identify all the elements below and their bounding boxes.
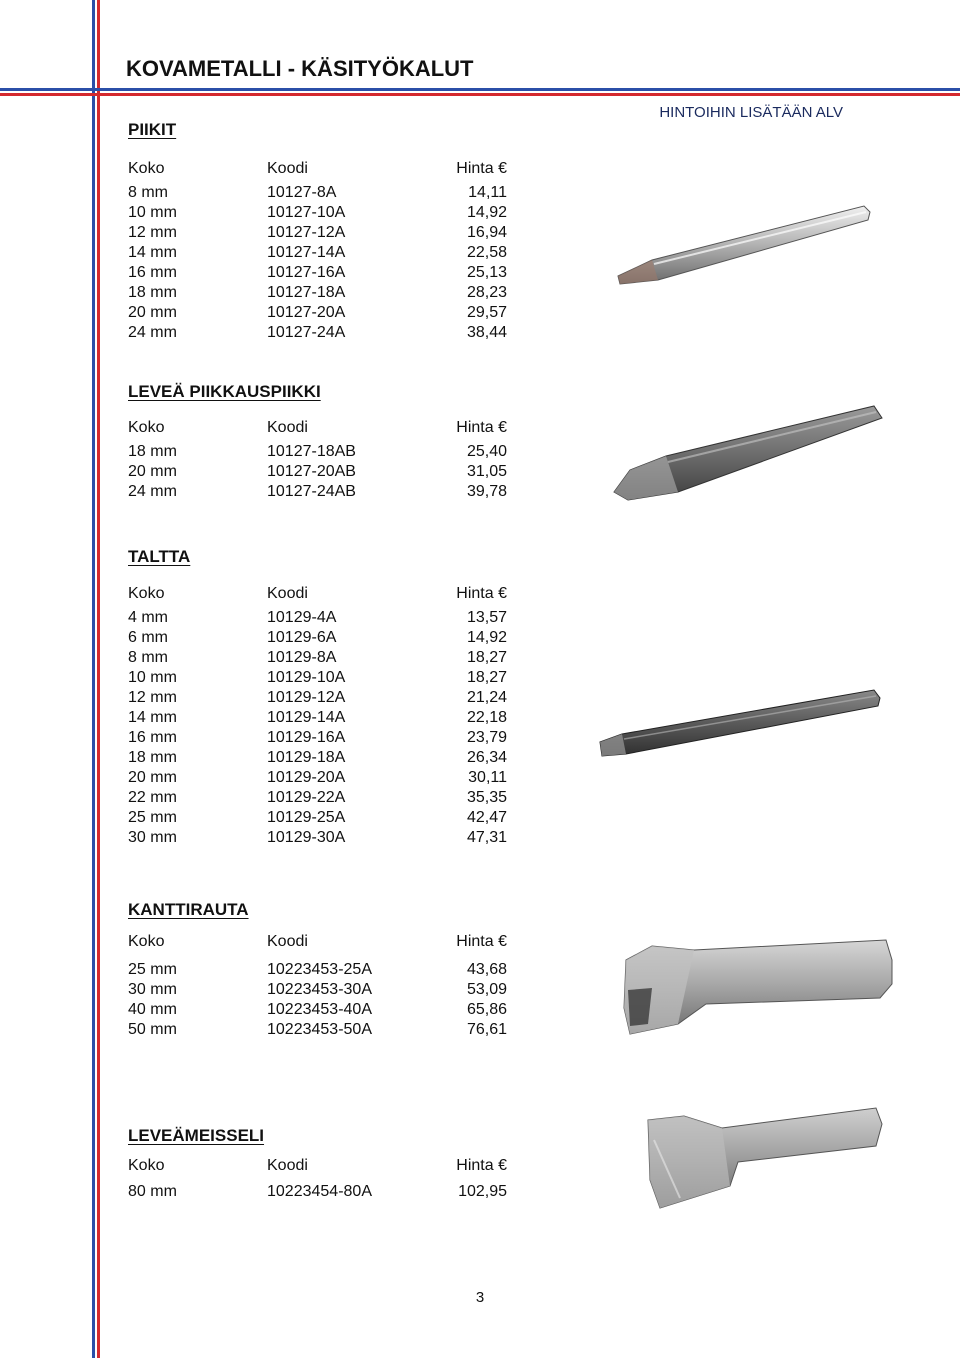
price-cell: 14,11 [468,184,507,201]
size-cell: 22 mm [128,789,177,806]
edge-chisel-icon [618,926,898,1040]
size-cell: 10 mm [128,204,177,221]
wide-chisel-icon [640,1100,886,1212]
code-cell: 10127-20AB [267,463,356,480]
page-title: KOVAMETALLI - KÄSITYÖKALUT [126,56,474,81]
size-cell: 24 mm [128,324,177,341]
code-cell: 10127-12A [267,224,346,241]
header-price: Hinta € [456,419,507,436]
table-body [128,442,518,502]
table-row [128,788,518,808]
code-cell: 10129-30A [267,829,346,846]
code-cell: 10129-4A [267,609,337,626]
code-cell: 10129-8A [267,649,337,666]
code-cell: 10223453-40A [267,1001,372,1018]
table-row [128,828,518,848]
code-cell: 10129-12A [267,689,346,706]
table-row [128,323,518,343]
size-cell: 50 mm [128,1021,177,1038]
code-cell: 10129-10A [267,669,346,686]
size-cell: 18 mm [128,443,177,460]
code-cell: 10127-16A [267,264,346,281]
table-header [128,1156,518,1176]
code-cell: 10129-6A [267,629,337,646]
price-cell: 25,40 [466,443,507,460]
code-cell: 10223453-50A [267,1021,372,1038]
header-code: Koodi [267,1157,308,1174]
size-cell: 12 mm [128,689,177,706]
size-cell: 30 mm [128,981,177,998]
price-cell: 18,27 [466,669,507,686]
price-cell: 21,24 [466,689,507,706]
section-taltta [128,545,518,848]
price-cell: 47,31 [466,829,507,846]
header-price: Hinta € [456,1157,507,1174]
table-row [128,980,518,1000]
page-number: 3 [475,1289,485,1306]
header-code: Koodi [267,933,308,950]
pointed-chisel-icon [612,198,880,294]
section-levea-piikkauspiikki [128,380,518,502]
section-leveameisseli [128,1124,518,1202]
size-cell: 25 mm [128,961,177,978]
code-cell: 10127-24A [267,324,346,341]
price-cell: 29,57 [466,304,507,321]
size-cell: 8 mm [128,649,168,666]
vat-note: HINTOIHIN LISÄTÄÄN ALV [659,104,843,121]
size-cell: 14 mm [128,709,177,726]
code-cell: 10129-22A [267,789,346,806]
table-row [128,462,518,482]
code-cell: 10127-18A [267,284,346,301]
code-cell: 10223454-80A [267,1183,372,1200]
size-cell: 14 mm [128,244,177,261]
section-kanttirauta [128,898,518,1040]
table-body [128,1182,518,1202]
header-price: Hinta € [456,160,507,177]
price-cell: 26,34 [466,749,507,766]
table-row [128,223,518,243]
price-cell: 43,68 [466,961,507,978]
size-cell: 20 mm [128,769,177,786]
code-cell: 10223453-30A [267,981,372,998]
size-cell: 18 mm [128,749,177,766]
table-row [128,283,518,303]
table-row [128,442,518,462]
price-cell: 22,58 [466,244,507,261]
size-cell: 8 mm [128,184,168,201]
size-cell: 30 mm [128,829,177,846]
code-cell: 10127-10A [267,204,346,221]
code-cell: 10127-24AB [267,483,356,500]
code-cell: 10129-20A [267,769,346,786]
price-cell: 76,61 [466,1021,507,1038]
table-header [128,159,518,179]
header-size: Koko [128,1157,165,1174]
table-row [128,708,518,728]
price-cell: 14,92 [466,629,507,646]
size-cell: 24 mm [128,483,177,500]
frame-line-top-red [0,93,960,96]
code-cell: 10127-8A [267,184,337,201]
table-row [128,768,518,788]
table-row [128,1000,518,1020]
price-cell: 25,13 [466,264,507,281]
size-cell: 16 mm [128,264,177,281]
table-row [128,1020,518,1040]
table-row [128,628,518,648]
frame-line-top-blue [0,88,960,91]
header-price: Hinta € [456,585,507,602]
code-cell: 10127-14A [267,244,346,261]
table-header [128,932,518,952]
code-cell: 10129-16A [267,729,346,746]
price-cell: 102,95 [458,1183,507,1200]
price-cell: 28,23 [466,284,507,301]
table-header [128,418,518,438]
price-cell: 16,94 [466,224,507,241]
table-row [128,960,518,980]
table-row [128,203,518,223]
size-cell: 16 mm [128,729,177,746]
size-cell: 6 mm [128,629,168,646]
size-cell: 40 mm [128,1001,177,1018]
table-row [128,808,518,828]
price-cell: 23,79 [466,729,507,746]
price-cell: 35,35 [466,789,507,806]
price-cell: 18,27 [466,649,507,666]
header-price: Hinta € [456,933,507,950]
flat-chisel-icon [594,684,884,760]
table-row [128,748,518,768]
size-cell: 4 mm [128,609,168,626]
code-cell: 10129-25A [267,809,346,826]
table-body [128,960,518,1040]
price-cell: 31,05 [466,463,507,480]
code-cell: 10127-18AB [267,443,356,460]
table-header [128,584,518,604]
table-body [128,183,518,343]
table-row [128,668,518,688]
size-cell: 18 mm [128,284,177,301]
header-code: Koodi [267,160,308,177]
price-cell: 53,09 [466,981,507,998]
wide-point-chisel-icon [604,400,886,502]
header-size: Koko [128,933,165,950]
size-cell: 12 mm [128,224,177,241]
table-row [128,243,518,263]
price-cell: 22,18 [466,709,507,726]
table-row [128,263,518,283]
size-cell: 25 mm [128,809,177,826]
table-row [128,303,518,323]
price-cell: 30,11 [468,769,507,786]
table-row [128,688,518,708]
header-size: Koko [128,160,165,177]
price-cell: 38,44 [466,324,507,341]
section-title: LEVEÄ PIIKKAUSPIIKKI [128,382,321,401]
table-row [128,482,518,502]
size-cell: 10 mm [128,669,177,686]
size-cell: 20 mm [128,463,177,480]
section-title: PIIKIT [128,120,177,139]
header-size: Koko [128,419,165,436]
price-cell: 65,86 [466,1001,507,1018]
header-code: Koodi [267,585,308,602]
header-size: Koko [128,585,165,602]
frame-line-left-red [97,0,100,1358]
code-cell: 10127-20A [267,304,346,321]
section-title: TALTTA [128,547,191,566]
section-title: LEVEÄMEISSELI [128,1126,265,1145]
table-row [128,728,518,748]
section-title: KANTTIRAUTA [128,900,249,919]
table-body [128,608,518,848]
code-cell: 10129-14A [267,709,346,726]
size-cell: 20 mm [128,304,177,321]
table-row [128,183,518,203]
header-code: Koodi [267,419,308,436]
price-cell: 42,47 [466,809,507,826]
price-cell: 14,92 [466,204,507,221]
table-row [128,1182,518,1202]
table-row [128,648,518,668]
size-cell: 80 mm [128,1183,177,1200]
price-cell: 39,78 [466,483,507,500]
price-cell: 13,57 [466,609,507,626]
frame-line-left-blue [92,0,95,1358]
code-cell: 10129-18A [267,749,346,766]
code-cell: 10223453-25A [267,961,372,978]
table-row [128,608,518,628]
section-piikit [128,118,518,343]
